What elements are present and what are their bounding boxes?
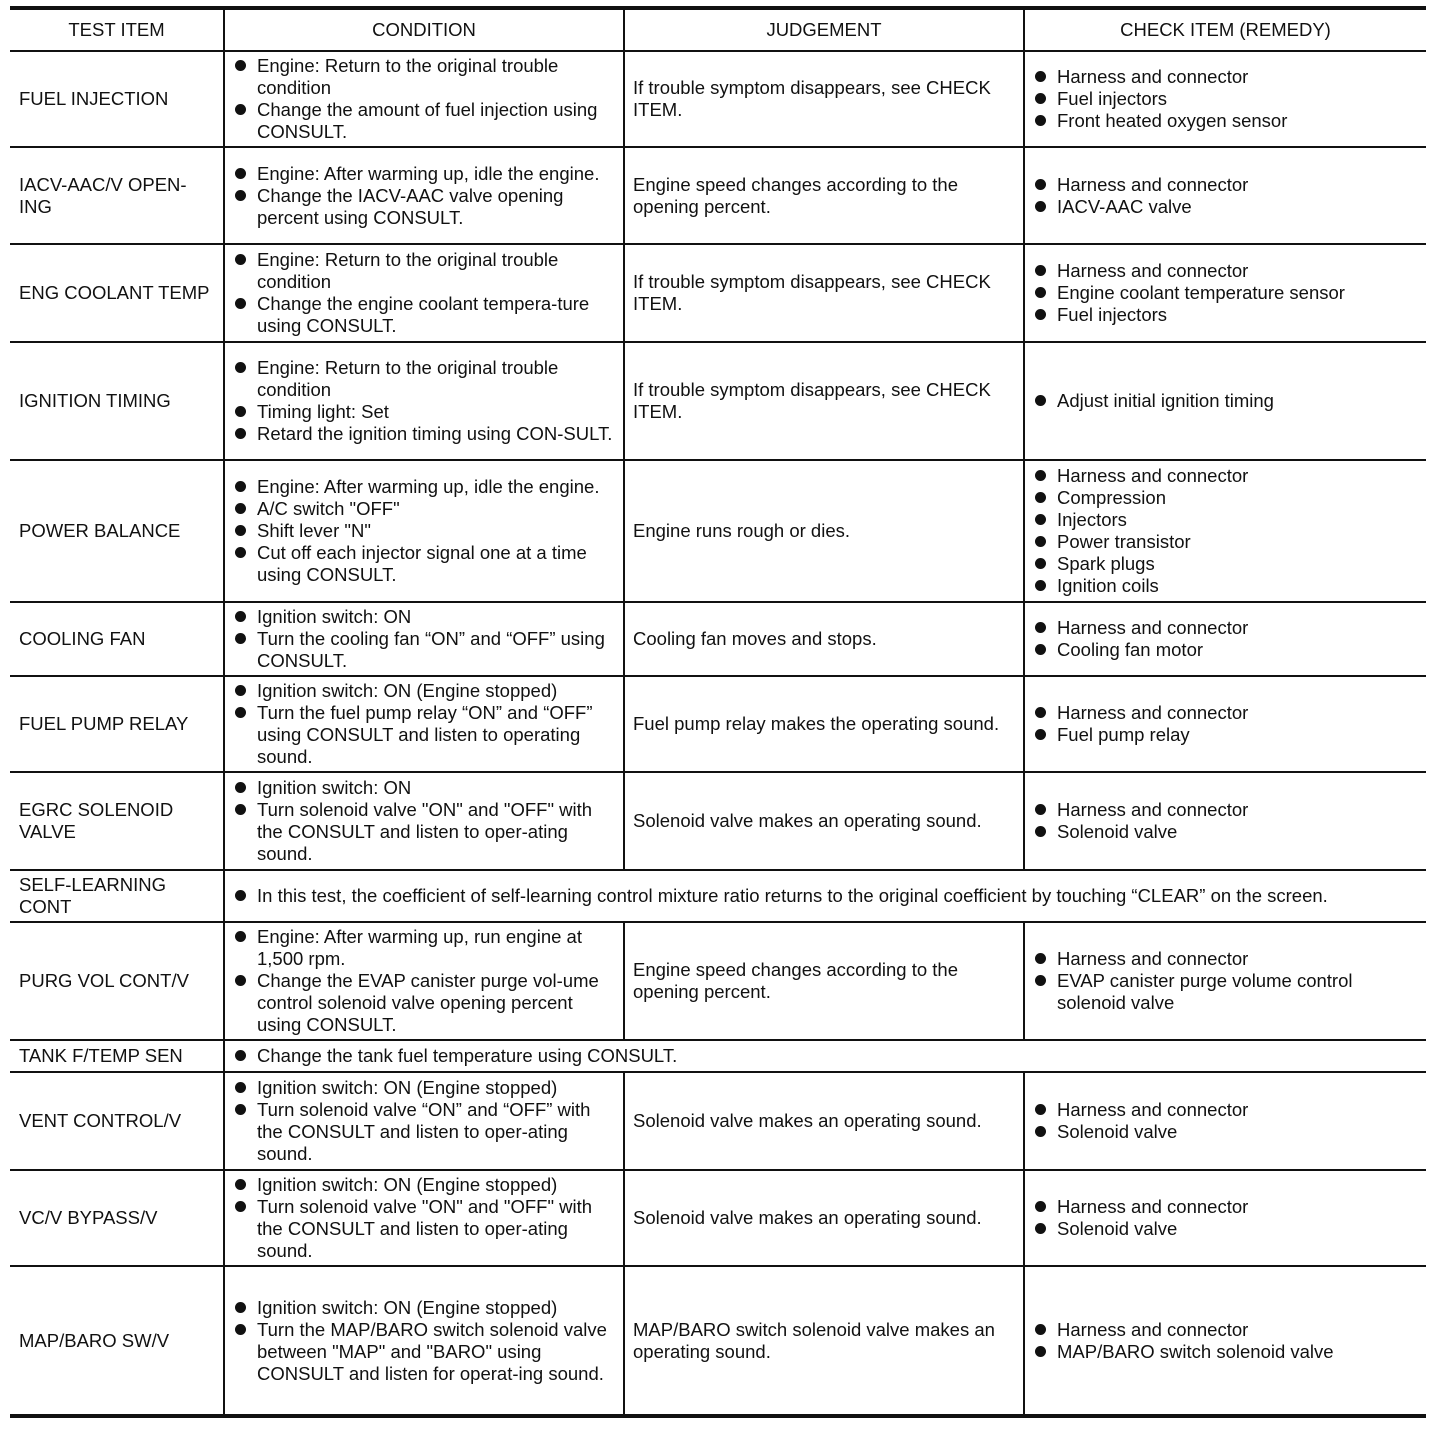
- bullet-dot-icon: [235, 547, 246, 558]
- check-item-list: [1033, 260, 1418, 326]
- table-row: [10, 1040, 1426, 1072]
- check-item-list: [1033, 1319, 1418, 1363]
- condition-text: Turn solenoid valve "ON" and "OFF" with the CONSULT and listen to oper-ating sound.: [257, 1196, 593, 1261]
- check-item-text: IACV-AAC valve: [1057, 195, 1192, 217]
- condition-text: Engine: After warming up, idle the engine.: [257, 162, 600, 184]
- condition-list: [233, 249, 615, 337]
- check-item-bullet-item: [1033, 821, 1418, 843]
- condition-cell: [224, 147, 624, 244]
- bullet-dot-icon: [1035, 201, 1046, 212]
- condition-text: Ignition switch: ON (Engine stopped): [257, 680, 558, 701]
- table-row: [10, 1170, 1426, 1266]
- check-item-text: Fuel injectors: [1057, 88, 1168, 109]
- note-bullet-item: [233, 1045, 1418, 1067]
- check-item-text: Adjust initial ignition timing: [1057, 390, 1274, 411]
- bullet-dot-icon: [235, 611, 246, 622]
- condition-bullet-item: [233, 249, 615, 293]
- check-item-bullet-item: [1033, 617, 1418, 639]
- condition-list: [233, 476, 615, 586]
- test-item-cell: PURG VOL CONT/V: [10, 922, 224, 1040]
- condition-bullet-item: [233, 55, 615, 99]
- condition-bullet-item: [233, 777, 615, 799]
- condition-cell: [224, 460, 624, 602]
- table-row: [10, 460, 1426, 602]
- test-item-cell: ENG COOLANT TEMP: [10, 244, 224, 342]
- judgement-cell: Engine runs rough or dies.: [624, 460, 1024, 602]
- condition-text: Cut off each injector signal one at a time using CONSULT.: [257, 542, 587, 585]
- bullet-dot-icon: [1035, 395, 1046, 406]
- check-item-text: Harness and connector: [1057, 948, 1249, 969]
- bullet-dot-icon: [235, 1302, 246, 1313]
- check-item-text: Ignition coils: [1057, 575, 1159, 596]
- spanning-note-cell: [224, 870, 1426, 922]
- judgement-cell: Fuel pump relay makes the operating sound.: [624, 676, 1024, 772]
- check-item-bullet-item: [1033, 1341, 1418, 1363]
- bullet-dot-icon: [235, 931, 246, 942]
- condition-list: [233, 55, 615, 143]
- check-item-list: [1033, 465, 1418, 597]
- test-item-cell: FUEL INJECTION: [10, 51, 224, 147]
- bullet-dot-icon: [235, 782, 246, 793]
- bullet-dot-icon: [1035, 1104, 1046, 1115]
- check-item-text: Harness and connector: [1057, 173, 1249, 195]
- condition-text: Ignition switch: ON (Engine stopped): [257, 1296, 558, 1318]
- check-item-bullet-item: [1033, 110, 1418, 132]
- condition-bullet-item: [233, 293, 615, 337]
- condition-cell: [224, 342, 624, 460]
- condition-list: [233, 777, 615, 865]
- header-check-item: CHECK ITEM (REMEDY): [1024, 8, 1426, 51]
- bullet-dot-icon: [235, 362, 246, 373]
- test-item-cell: IGNITION TIMING: [10, 342, 224, 460]
- condition-text: A/C switch "OFF": [257, 498, 400, 519]
- table-row: [10, 602, 1426, 676]
- condition-cell: [224, 602, 624, 676]
- condition-bullet-item: [233, 498, 615, 520]
- condition-text: Turn solenoid valve "ON" and "OFF" with the CONSULT and listen to oper-ating sound.: [257, 799, 593, 864]
- test-item-cell: VC/V BYPASS/V: [10, 1170, 224, 1266]
- check-item-text: EVAP canister purge volume control solenoid valve: [1057, 970, 1353, 1013]
- check-item-text: MAP/BARO switch solenoid valve: [1057, 1340, 1334, 1362]
- check-item-text: Harness and connector: [1057, 66, 1249, 87]
- check-item-text: Harness and connector: [1057, 1318, 1249, 1340]
- bullet-dot-icon: [1035, 1346, 1046, 1357]
- condition-cell: [224, 772, 624, 870]
- condition-bullet-item: [233, 542, 615, 586]
- bullet-dot-icon: [235, 406, 246, 417]
- test-item-cell: MAP/BARO SW/V: [10, 1266, 224, 1416]
- condition-list: [233, 163, 615, 229]
- check-item-cell: [1024, 1170, 1426, 1266]
- check-item-text: Solenoid valve: [1057, 1218, 1178, 1239]
- judgement-cell: Cooling fan moves and stops.: [624, 602, 1024, 676]
- condition-bullet-item: [233, 799, 615, 865]
- check-item-bullet-item: [1033, 390, 1418, 412]
- condition-cell: [224, 922, 624, 1040]
- table-row: [10, 147, 1426, 244]
- condition-bullet-item: [233, 163, 615, 185]
- check-item-text: Injectors: [1057, 509, 1127, 530]
- condition-bullet-item: [233, 520, 615, 542]
- note-bullet-item: [233, 885, 1418, 907]
- judgement-cell: Solenoid valve makes an operating sound.: [624, 772, 1024, 870]
- bullet-dot-icon: [1035, 93, 1046, 104]
- bullet-dot-icon: [235, 1324, 246, 1335]
- table-row: [10, 1266, 1426, 1416]
- bullet-dot-icon: [235, 1104, 246, 1115]
- condition-bullet-item: [233, 357, 615, 401]
- check-item-text: Harness and connector: [1057, 702, 1249, 723]
- bullet-dot-icon: [235, 1201, 246, 1212]
- bullet-dot-icon: [235, 685, 246, 696]
- check-item-list: [1033, 617, 1418, 661]
- condition-bullet-item: [233, 401, 615, 423]
- test-item-cell: EGRC SOLENOID VALVE: [10, 772, 224, 870]
- check-item-text: Power transistor: [1057, 531, 1191, 552]
- condition-text: Ignition switch: ON (Engine stopped): [257, 1077, 558, 1098]
- bullet-dot-icon: [235, 104, 246, 115]
- condition-text: Turn solenoid valve “ON” and “OFF” with the CONSULT and listen to oper-ating sound.: [257, 1099, 591, 1164]
- bullet-dot-icon: [235, 707, 246, 718]
- bullet-dot-icon: [235, 168, 246, 179]
- bullet-dot-icon: [1035, 1126, 1046, 1137]
- spanning-note-cell: [224, 1040, 1426, 1072]
- bullet-dot-icon: [235, 503, 246, 514]
- condition-bullet-item: [233, 702, 615, 768]
- judgement-cell: If trouble symptom disappears, see CHECK ITEM.: [624, 244, 1024, 342]
- condition-list: [233, 926, 615, 1036]
- bullet-dot-icon: [1035, 975, 1046, 986]
- active-test-table-sheet: [10, 6, 1426, 1418]
- header-test-item: TEST ITEM: [10, 8, 224, 51]
- judgement-cell: If trouble symptom disappears, see CHECK ITEM.: [624, 342, 1024, 460]
- table-row: [10, 772, 1426, 870]
- check-item-bullet-item: [1033, 282, 1418, 304]
- condition-text: Change the IACV-AAC valve opening percent using CONSULT.: [257, 184, 564, 228]
- note-text: In this test, the coefficient of self-learning control mixture ratio returns to the original coefficient by touching “CLEAR” on the screen.: [257, 885, 1328, 906]
- test-item-cell: POWER BALANCE: [10, 460, 224, 602]
- check-item-bullet-item: [1033, 948, 1418, 970]
- condition-bullet-item: [233, 423, 615, 445]
- check-item-bullet-item: [1033, 66, 1418, 88]
- bullet-dot-icon: [1035, 729, 1046, 740]
- check-item-bullet-item: [1033, 465, 1418, 487]
- check-item-bullet-item: [1033, 1196, 1418, 1218]
- bullet-dot-icon: [235, 890, 246, 901]
- check-item-bullet-item: [1033, 724, 1418, 746]
- check-item-cell: [1024, 1072, 1426, 1170]
- condition-bullet-item: [233, 1077, 615, 1099]
- bullet-dot-icon: [1035, 536, 1046, 547]
- test-item-cell: IACV-AAC/V OPEN-ING: [10, 147, 224, 244]
- check-item-text: Solenoid valve: [1057, 1121, 1178, 1142]
- condition-text: Change the engine coolant tempera-ture using CONSULT.: [257, 293, 590, 336]
- bullet-dot-icon: [235, 975, 246, 986]
- check-item-bullet-item: [1033, 575, 1418, 597]
- condition-list: [233, 357, 615, 445]
- bullet-dot-icon: [1035, 179, 1046, 190]
- condition-text: Engine: Return to the original trouble condition: [257, 357, 559, 400]
- judgement-cell: MAP/BARO switch solenoid valve makes an operating sound.: [624, 1266, 1024, 1416]
- check-item-text: Harness and connector: [1057, 799, 1249, 820]
- condition-text: Engine: After warming up, run engine at 1,500 rpm.: [257, 926, 582, 969]
- bullet-dot-icon: [1035, 622, 1046, 633]
- condition-text: Turn the MAP/BARO switch solenoid valve between "MAP" and "BARO" using CONSULT and listen for operat-ing sound.: [257, 1318, 607, 1384]
- check-item-bullet-item: [1033, 304, 1418, 326]
- condition-bullet-item: [233, 476, 615, 498]
- bullet-dot-icon: [1035, 804, 1046, 815]
- check-item-bullet-item: [1033, 1319, 1418, 1341]
- check-item-text: Front heated oxygen sensor: [1057, 110, 1288, 131]
- check-item-bullet-item: [1033, 702, 1418, 724]
- check-item-bullet-item: [1033, 531, 1418, 553]
- check-item-cell: [1024, 147, 1426, 244]
- condition-cell: [224, 1266, 624, 1416]
- bullet-dot-icon: [235, 633, 246, 644]
- condition-bullet-item: [233, 1174, 615, 1196]
- bullet-dot-icon: [1035, 287, 1046, 298]
- condition-list: [233, 606, 615, 672]
- bullet-dot-icon: [1035, 470, 1046, 481]
- condition-text: Change the amount of fuel injection using CONSULT.: [257, 99, 598, 142]
- check-item-list: [1033, 702, 1418, 746]
- condition-bullet-item: [233, 1297, 615, 1319]
- condition-bullet-item: [233, 1319, 615, 1385]
- bullet-dot-icon: [1035, 953, 1046, 964]
- table-row: [10, 244, 1426, 342]
- bullet-dot-icon: [1035, 309, 1046, 320]
- check-item-text: Harness and connector: [1057, 617, 1249, 638]
- table-row: [10, 51, 1426, 147]
- condition-text: Turn the cooling fan “ON” and “OFF” using CONSULT.: [257, 628, 605, 671]
- condition-text: Ignition switch: ON: [257, 606, 412, 627]
- bullet-dot-icon: [235, 1082, 246, 1093]
- bullet-dot-icon: [235, 254, 246, 265]
- check-item-list: [1033, 948, 1418, 1014]
- table-row: [10, 676, 1426, 772]
- condition-list: [233, 1077, 615, 1165]
- condition-bullet-item: [233, 628, 615, 672]
- table-row: [10, 342, 1426, 460]
- condition-list: [233, 680, 615, 768]
- test-item-cell: VENT CONTROL/V: [10, 1072, 224, 1170]
- check-item-cell: [1024, 772, 1426, 870]
- check-item-cell: [1024, 51, 1426, 147]
- table-header-row: [10, 8, 1426, 51]
- bullet-dot-icon: [1035, 265, 1046, 276]
- check-item-bullet-item: [1033, 799, 1418, 821]
- bullet-dot-icon: [1035, 1324, 1046, 1335]
- condition-cell: [224, 1170, 624, 1266]
- check-item-text: Cooling fan motor: [1057, 639, 1204, 660]
- check-item-bullet-item: [1033, 1218, 1418, 1240]
- condition-bullet-item: [233, 185, 615, 229]
- table-body: [10, 51, 1426, 1416]
- check-item-bullet-item: [1033, 88, 1418, 110]
- condition-cell: [224, 1072, 624, 1170]
- check-item-text: Harness and connector: [1057, 260, 1249, 281]
- condition-text: Timing light: Set: [257, 401, 389, 422]
- test-item-cell: SELF-LEARNING CONT: [10, 870, 224, 922]
- condition-text: Change the EVAP canister purge vol-ume control solenoid valve opening percent using CONSULT.: [257, 970, 599, 1035]
- condition-text: Turn the fuel pump relay “ON” and “OFF” using CONSULT and listen to operating sound.: [257, 702, 593, 767]
- check-item-cell: [1024, 1266, 1426, 1416]
- check-item-text: Harness and connector: [1057, 1099, 1249, 1120]
- check-item-cell: [1024, 244, 1426, 342]
- check-item-cell: [1024, 460, 1426, 602]
- bullet-dot-icon: [1035, 1223, 1046, 1234]
- condition-bullet-item: [233, 1099, 615, 1165]
- table-row: [10, 870, 1426, 922]
- condition-bullet-item: [233, 680, 615, 702]
- judgement-cell: If trouble symptom disappears, see CHECK ITEM.: [624, 51, 1024, 147]
- header-judgement: JUDGEMENT: [624, 8, 1024, 51]
- condition-list: [233, 1174, 615, 1262]
- check-item-text: Solenoid valve: [1057, 821, 1178, 842]
- bullet-dot-icon: [235, 428, 246, 439]
- check-item-text: Harness and connector: [1057, 1196, 1249, 1217]
- bullet-dot-icon: [235, 298, 246, 309]
- check-item-bullet-item: [1033, 970, 1418, 1014]
- condition-bullet-item: [233, 1196, 615, 1262]
- check-item-bullet-item: [1033, 1099, 1418, 1121]
- table-row: [10, 922, 1426, 1040]
- condition-cell: [224, 51, 624, 147]
- judgement-cell: Engine speed changes according to the opening percent.: [624, 922, 1024, 1040]
- bullet-dot-icon: [1035, 514, 1046, 525]
- condition-text: Retard the ignition timing using CON-SULT.: [257, 423, 613, 444]
- header-condition: CONDITION: [224, 8, 624, 51]
- bullet-dot-icon: [235, 481, 246, 492]
- check-item-cell: [1024, 922, 1426, 1040]
- condition-cell: [224, 244, 624, 342]
- check-item-list: [1033, 1099, 1418, 1143]
- condition-text: Engine: Return to the original trouble condition: [257, 249, 559, 292]
- note-list: [233, 1045, 1418, 1067]
- condition-text: Shift lever "N": [257, 520, 371, 541]
- check-item-bullet-item: [1033, 487, 1418, 509]
- condition-bullet-item: [233, 99, 615, 143]
- bullet-dot-icon: [235, 190, 246, 201]
- bullet-dot-icon: [235, 525, 246, 536]
- bullet-dot-icon: [1035, 115, 1046, 126]
- check-item-text: Compression: [1057, 487, 1166, 508]
- table-row: [10, 1072, 1426, 1170]
- condition-bullet-item: [233, 606, 615, 628]
- bullet-dot-icon: [235, 1179, 246, 1190]
- bullet-dot-icon: [1035, 71, 1046, 82]
- condition-text: Ignition switch: ON: [257, 777, 412, 798]
- condition-bullet-item: [233, 926, 615, 970]
- judgement-cell: Solenoid valve makes an operating sound.: [624, 1072, 1024, 1170]
- check-item-list: [1033, 799, 1418, 843]
- check-item-list: [1033, 1196, 1418, 1240]
- note-text: Change the tank fuel temperature using CONSULT.: [257, 1045, 678, 1066]
- check-item-list: [1033, 390, 1418, 412]
- check-item-cell: [1024, 342, 1426, 460]
- condition-text: Ignition switch: ON (Engine stopped): [257, 1174, 558, 1195]
- check-item-bullet-item: [1033, 196, 1418, 218]
- condition-cell: [224, 676, 624, 772]
- check-item-bullet-item: [1033, 260, 1418, 282]
- condition-list: [233, 1297, 615, 1385]
- bullet-dot-icon: [1035, 492, 1046, 503]
- check-item-bullet-item: [1033, 174, 1418, 196]
- check-item-text: Fuel pump relay: [1057, 724, 1190, 745]
- active-test-table: [10, 6, 1426, 1418]
- bullet-dot-icon: [1035, 558, 1046, 569]
- test-item-cell: TANK F/TEMP SEN: [10, 1040, 224, 1072]
- bullet-dot-icon: [235, 1050, 246, 1061]
- test-item-cell: FUEL PUMP RELAY: [10, 676, 224, 772]
- bullet-dot-icon: [1035, 644, 1046, 655]
- check-item-list: [1033, 174, 1418, 218]
- check-item-cell: [1024, 602, 1426, 676]
- condition-text: Engine: After warming up, idle the engine.: [257, 476, 600, 497]
- bullet-dot-icon: [1035, 707, 1046, 718]
- bullet-dot-icon: [1035, 580, 1046, 591]
- check-item-text: Harness and connector: [1057, 465, 1249, 486]
- check-item-text: Engine coolant temperature sensor: [1057, 282, 1345, 303]
- check-item-bullet-item: [1033, 509, 1418, 531]
- check-item-cell: [1024, 676, 1426, 772]
- bullet-dot-icon: [1035, 1201, 1046, 1212]
- test-item-cell: COOLING FAN: [10, 602, 224, 676]
- bullet-dot-icon: [235, 60, 246, 71]
- check-item-bullet-item: [1033, 639, 1418, 661]
- bullet-dot-icon: [1035, 826, 1046, 837]
- check-item-bullet-item: [1033, 553, 1418, 575]
- check-item-text: Spark plugs: [1057, 553, 1155, 574]
- bullet-dot-icon: [235, 804, 246, 815]
- judgement-cell: Solenoid valve makes an operating sound.: [624, 1170, 1024, 1266]
- check-item-bullet-item: [1033, 1121, 1418, 1143]
- judgement-cell: Engine speed changes according to the opening percent.: [624, 147, 1024, 244]
- check-item-list: [1033, 66, 1418, 132]
- condition-text: Engine: Return to the original trouble condition: [257, 55, 559, 98]
- check-item-text: Fuel injectors: [1057, 304, 1168, 325]
- condition-bullet-item: [233, 970, 615, 1036]
- note-list: [233, 885, 1418, 907]
